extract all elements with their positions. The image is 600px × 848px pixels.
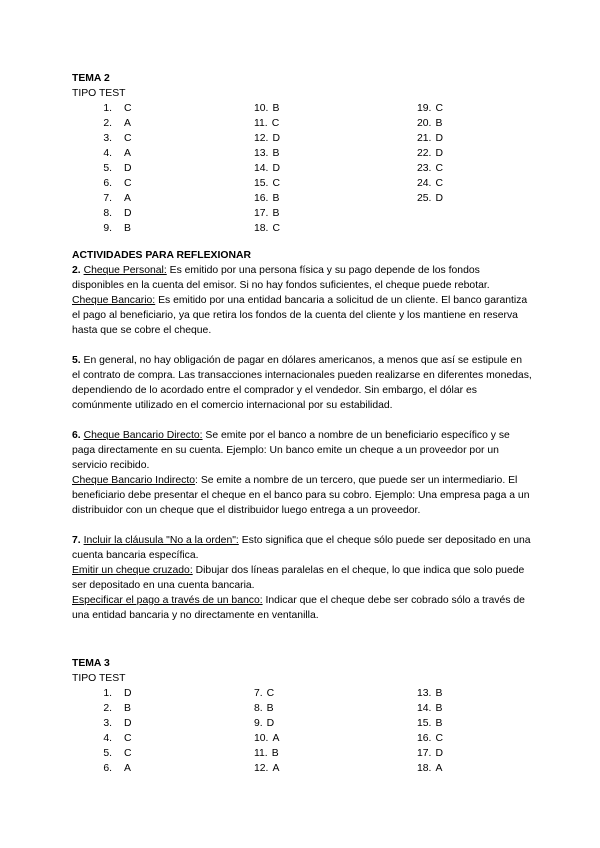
q5-paragraph	[72, 353, 532, 413]
answer-number: 16.	[417, 733, 432, 744]
tema3-column-1	[90, 686, 132, 776]
answer-letter: D	[272, 133, 280, 144]
answer-letter: C	[435, 103, 443, 114]
answer-number: 9.	[103, 223, 112, 234]
answer-item	[90, 686, 132, 701]
answer-number: 25.	[417, 193, 432, 204]
answer-letter: B	[272, 148, 280, 159]
answer-number: 8.	[254, 703, 263, 714]
answer-number: 7.	[254, 688, 263, 699]
answer-item	[254, 116, 280, 131]
answer-item	[417, 701, 443, 716]
answer-item	[254, 131, 280, 146]
q7-paragraph-3	[72, 593, 532, 623]
answer-item	[254, 176, 280, 191]
q2-paragraph-2	[72, 293, 532, 338]
answer-number: 3.	[103, 718, 112, 729]
answer-item	[417, 746, 443, 761]
activities-section	[72, 248, 532, 623]
answer-letter: B	[435, 703, 443, 714]
answer-letter: B	[435, 718, 443, 729]
answer-letter: B	[272, 208, 280, 219]
answer-letter: C	[435, 178, 443, 189]
q2-term-bancario: Cheque Bancario:	[72, 295, 156, 306]
answer-item	[417, 716, 443, 731]
q6-number: 6.	[72, 430, 81, 441]
tema2-column-3	[417, 101, 443, 206]
q7-term-clausula: Incluir la cláusula "No a la orden":	[83, 535, 239, 546]
answer-item	[254, 761, 279, 776]
answer-letter: B	[124, 703, 131, 714]
answer-number: 2.	[103, 118, 112, 129]
tema3-column-2	[254, 686, 279, 776]
answer-letter: A	[124, 118, 131, 129]
answer-letter: D	[124, 688, 132, 699]
answer-item	[90, 221, 132, 236]
answer-item	[417, 131, 443, 146]
answer-number: 12.	[254, 133, 269, 144]
answer-item	[90, 701, 132, 716]
answer-item	[90, 101, 132, 116]
answer-letter: D	[272, 163, 280, 174]
answer-letter: A	[435, 763, 443, 774]
answer-number: 11.	[254, 118, 268, 129]
answer-item	[417, 191, 443, 206]
answer-number: 19.	[417, 103, 432, 114]
tema3-answer-list	[72, 686, 532, 781]
answer-letter: A	[272, 763, 280, 774]
answer-item	[90, 146, 132, 161]
answer-item	[254, 701, 279, 716]
answer-number: 23.	[417, 163, 432, 174]
answer-letter: A	[272, 733, 280, 744]
q5-text: En general, no hay obligación de pagar en dólares americanos, a menos que así se estipule en el contrato de compra. Las transacciones internacionales pueden realizarse en diferentes monedas, dependiendo de lo acordado entre el comprador y el vendedor. Sin embargo, el dólar es comúnmente utilizado en el comercio internacional por su estabilidad.	[72, 355, 532, 411]
answer-letter: D	[266, 718, 275, 729]
answer-number: 15.	[254, 178, 269, 189]
answer-letter: A	[124, 148, 131, 159]
answer-item	[90, 191, 132, 206]
q2-paragraph	[72, 263, 532, 293]
q6-text-directo: Se emite por el banco a nombre de un beneficiario específico y se paga directamente en su cuenta. Ejemplo: Un banco emite un cheque a un proveedor por un servicio recibido.	[72, 430, 510, 471]
answer-item	[254, 686, 279, 701]
answer-item	[417, 176, 443, 191]
answer-item	[90, 161, 132, 176]
tema2-title: TEMA 2	[72, 73, 110, 84]
q2-term-personal: Cheque Personal:	[83, 265, 167, 276]
tema2-section	[72, 71, 532, 251]
answer-item	[254, 146, 280, 161]
q2-text-personal: Es emitido por una persona física y su pago depende de los fondos disponibles en la cuenta del emisor. Si no hay fondos suficientes, el cheque puede rebotar.	[72, 265, 490, 291]
answer-letter: D	[435, 148, 443, 159]
answer-item	[417, 761, 443, 776]
answer-number: 21.	[417, 133, 432, 144]
answer-letter: C	[272, 223, 280, 234]
answer-letter: C	[435, 733, 443, 744]
answer-letter: D	[435, 748, 443, 759]
q7-number: 7.	[72, 535, 81, 546]
answer-item	[254, 716, 279, 731]
answer-item	[90, 176, 132, 191]
q2-text-bancario: Es emitido por una entidad bancaria a solicitud de un cliente. El banco garantiza el pago al beneficiario, ya que retira los fondos de la cuenta del cliente y los mantiene en reserva hasta que se cobre el cheque.	[72, 295, 528, 336]
answer-number: 18.	[417, 763, 432, 774]
answer-letter: A	[124, 193, 131, 204]
q6-term-indirecto: Cheque Bancario Indirecto	[72, 475, 196, 486]
answer-item	[90, 716, 132, 731]
answer-letter: A	[124, 763, 131, 774]
tema2-subtitle: TIPO TEST	[72, 88, 126, 99]
answer-number: 9.	[254, 718, 263, 729]
answer-item	[417, 116, 443, 131]
answer-number: 13.	[254, 148, 269, 159]
answer-item	[90, 206, 132, 221]
q7-term-banco: Especificar el pago a través de un banco:	[72, 595, 263, 606]
answer-letter: B	[272, 103, 280, 114]
answer-letter: D	[124, 718, 132, 729]
answer-item	[90, 131, 132, 146]
answer-letter: C	[266, 688, 275, 699]
q6-term-directo: Cheque Bancario Directo:	[83, 430, 203, 441]
answer-item	[254, 161, 280, 176]
answer-letter: C	[124, 103, 132, 114]
answer-letter: C	[435, 163, 443, 174]
answer-number: 8.	[103, 208, 112, 219]
answer-item	[417, 146, 443, 161]
answer-item	[90, 116, 132, 131]
answer-letter: C	[124, 133, 132, 144]
answer-item	[90, 761, 132, 776]
answer-letter: B	[271, 748, 279, 759]
answer-letter: B	[435, 688, 443, 699]
q6-paragraph	[72, 428, 532, 473]
answer-number: 20.	[417, 118, 432, 129]
tema3-column-3	[417, 686, 443, 776]
answer-item	[417, 101, 443, 116]
answer-number: 24.	[417, 178, 432, 189]
answer-number: 4.	[103, 733, 112, 744]
q7-term-cruzado: Emitir un cheque cruzado:	[72, 565, 193, 576]
answer-letter: D	[124, 208, 132, 219]
q5-number: 5.	[72, 355, 81, 366]
answer-number: 11.	[254, 748, 268, 759]
answer-number: 2.	[103, 703, 112, 714]
answer-number: 7.	[103, 193, 112, 204]
tema2-column-2	[254, 101, 280, 236]
answer-number: 5.	[103, 163, 112, 174]
answer-number: 10.	[254, 733, 269, 744]
answer-item	[90, 731, 132, 746]
q7-paragraph-2	[72, 563, 532, 593]
answer-letter: C	[124, 748, 132, 759]
answer-number: 17.	[254, 208, 269, 219]
tema3-title: TEMA 3	[72, 658, 110, 669]
answer-item	[254, 746, 279, 761]
answer-item	[417, 161, 443, 176]
answer-number: 14.	[417, 703, 432, 714]
answer-letter: D	[124, 163, 132, 174]
tema3-subtitle: TIPO TEST	[72, 673, 126, 684]
tema2-answer-list	[72, 101, 532, 251]
answer-number: 22.	[417, 148, 432, 159]
q7-paragraph	[72, 533, 532, 563]
answer-letter: B	[124, 223, 131, 234]
answer-item	[254, 221, 280, 236]
answer-number: 18.	[254, 223, 269, 234]
answer-letter: C	[272, 178, 280, 189]
q6-paragraph-2	[72, 473, 532, 518]
answer-letter: B	[272, 193, 280, 204]
answer-number: 13.	[417, 688, 432, 699]
answer-number: 10.	[254, 103, 269, 114]
answer-item	[254, 191, 280, 206]
answer-number: 16.	[254, 193, 269, 204]
q7-text-cruzado: Dibujar dos líneas paralelas en el cheque, lo que indica que solo puede ser depositado en una cuenta bancaria.	[72, 565, 525, 591]
answer-letter: D	[435, 133, 443, 144]
answer-number: 5.	[103, 748, 112, 759]
answer-number: 15.	[417, 718, 432, 729]
tema2-column-1	[90, 101, 132, 236]
q7-text-banco: Indicar que el cheque debe ser cobrado sólo a través de una entidad bancaria y no directamente en ventanilla.	[72, 595, 525, 621]
answer-letter: C	[271, 118, 280, 129]
answer-item	[417, 686, 443, 701]
answer-number: 3.	[103, 133, 112, 144]
answer-letter: C	[124, 733, 132, 744]
answer-number: 17.	[417, 748, 432, 759]
answer-number: 12.	[254, 763, 269, 774]
activities-title: ACTIVIDADES PARA REFLEXIONAR	[72, 250, 251, 261]
answer-letter: D	[435, 193, 443, 204]
answer-number: 4.	[103, 148, 112, 159]
answer-number: 1.	[103, 103, 112, 114]
answer-item	[254, 206, 280, 221]
answer-item	[417, 731, 443, 746]
answer-number: 1.	[103, 688, 112, 699]
q2-number: 2.	[72, 265, 81, 276]
tema3-section	[72, 656, 532, 781]
q7-text-clausula: Esto significa que el cheque sólo puede ser depositado en una cuenta bancaria específica.	[72, 535, 531, 561]
answer-letter: B	[435, 118, 443, 129]
answer-number: 6.	[103, 763, 112, 774]
answer-letter: C	[124, 178, 132, 189]
answer-item	[254, 731, 279, 746]
answer-item	[90, 746, 132, 761]
answer-item	[254, 101, 280, 116]
answer-number: 6.	[103, 178, 112, 189]
q6-text-indirecto: : Se emite a nombre de un tercero, que puede ser un intermediario. El beneficiario debe presentar el cheque en el banco para su cobro. Ejemplo: Una empresa paga a un distribuidor con un cheque que el distribuidor luego entrega a un proveedor.	[72, 475, 530, 516]
answer-letter: B	[266, 703, 274, 714]
answer-number: 14.	[254, 163, 269, 174]
